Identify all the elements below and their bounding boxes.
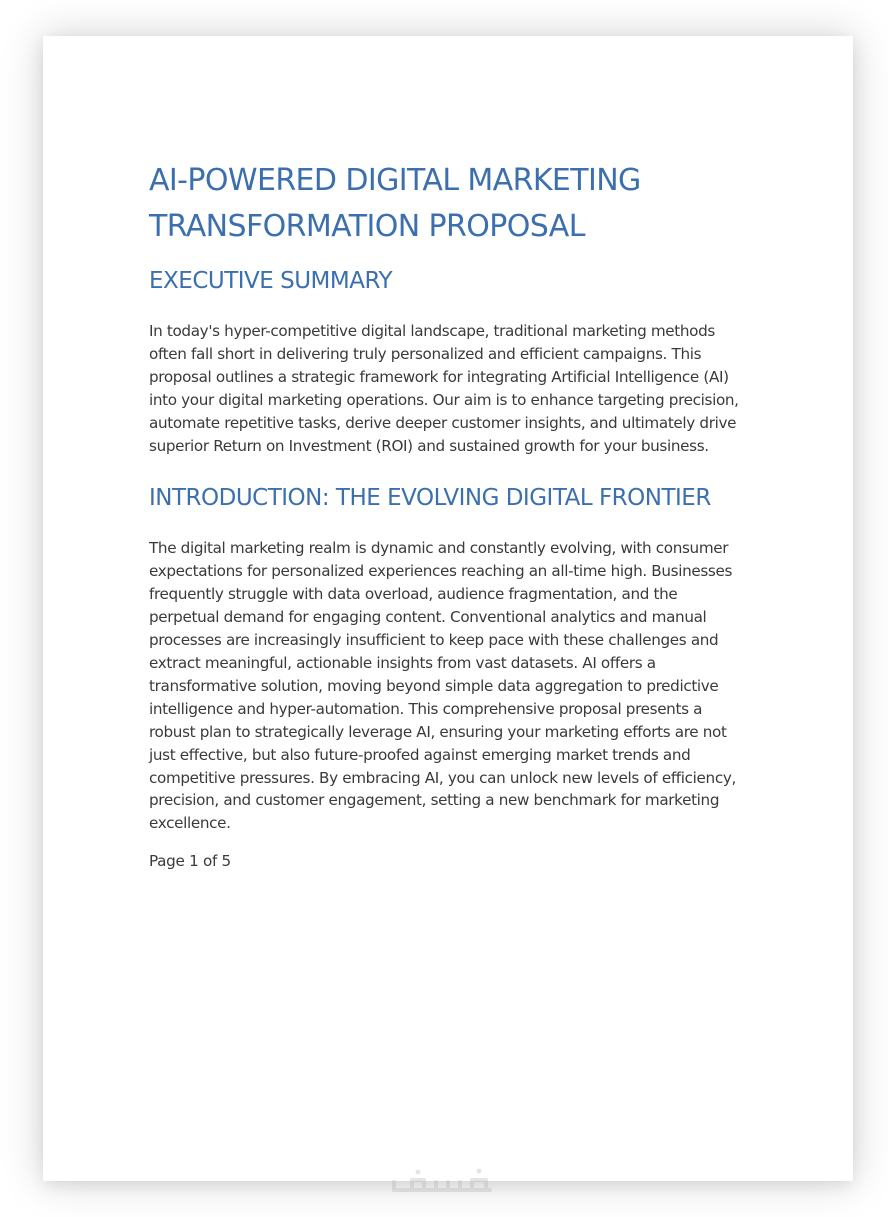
- section-heading-executive-summary: EXECUTIVE SUMMARY: [149, 268, 393, 294]
- document-page: [43, 36, 853, 1181]
- page-number: Page 1 of 5: [149, 852, 231, 871]
- document-title: AI-POWERED DIGITAL MARKETING TRANSFORMATION PROPOSAL: [149, 163, 641, 244]
- section-heading-introduction: INTRODUCTION: THE EVOLVING DIGITAL FRONTIER: [149, 485, 711, 512]
- khamsat-watermark-logo: [390, 1160, 498, 1200]
- introduction-paragraph: The digital marketing realm is dynamic and constantly evolving, with consumer expectations for personalized experiences reaching an all-time high. Businesses frequently struggle with data overload, audience fragmentation, and the perpetual demand for engaging content. Conventional analytics and manual processes are increasingly insufficient to keep pace with these challenges and extract meaningful, actionable insights from vast datasets. AI offers a transformative solution, moving beyond simple data aggregation to predictive intelligence and hyper-automation. This comprehensive proposal presents a robust plan to strategically leverage AI, ensuring your marketing efforts are not just effective, but also future-proofed against emerging market trends and competitive pressures. By embracing AI, you can unlock new levels of efficiency, precision, and customer engagement, setting a new benchmark for marketing excellence.: [149, 539, 736, 833]
- page-content: [149, 158, 749, 873]
- executive-summary-paragraph: In today's hyper-competitive digital landscape, traditional marketing methods often fall short in delivering truly personalized and efficient campaigns. This proposal outlines a strategic framework for integrating Artificial Intelligence (AI) into your digital marketing operations. Our aim is to enhance targeting precision, automate repetitive tasks, derive deeper customer insights, and ultimately drive superior Return on Investment (ROI) and sustained growth for your business.: [149, 322, 739, 455]
